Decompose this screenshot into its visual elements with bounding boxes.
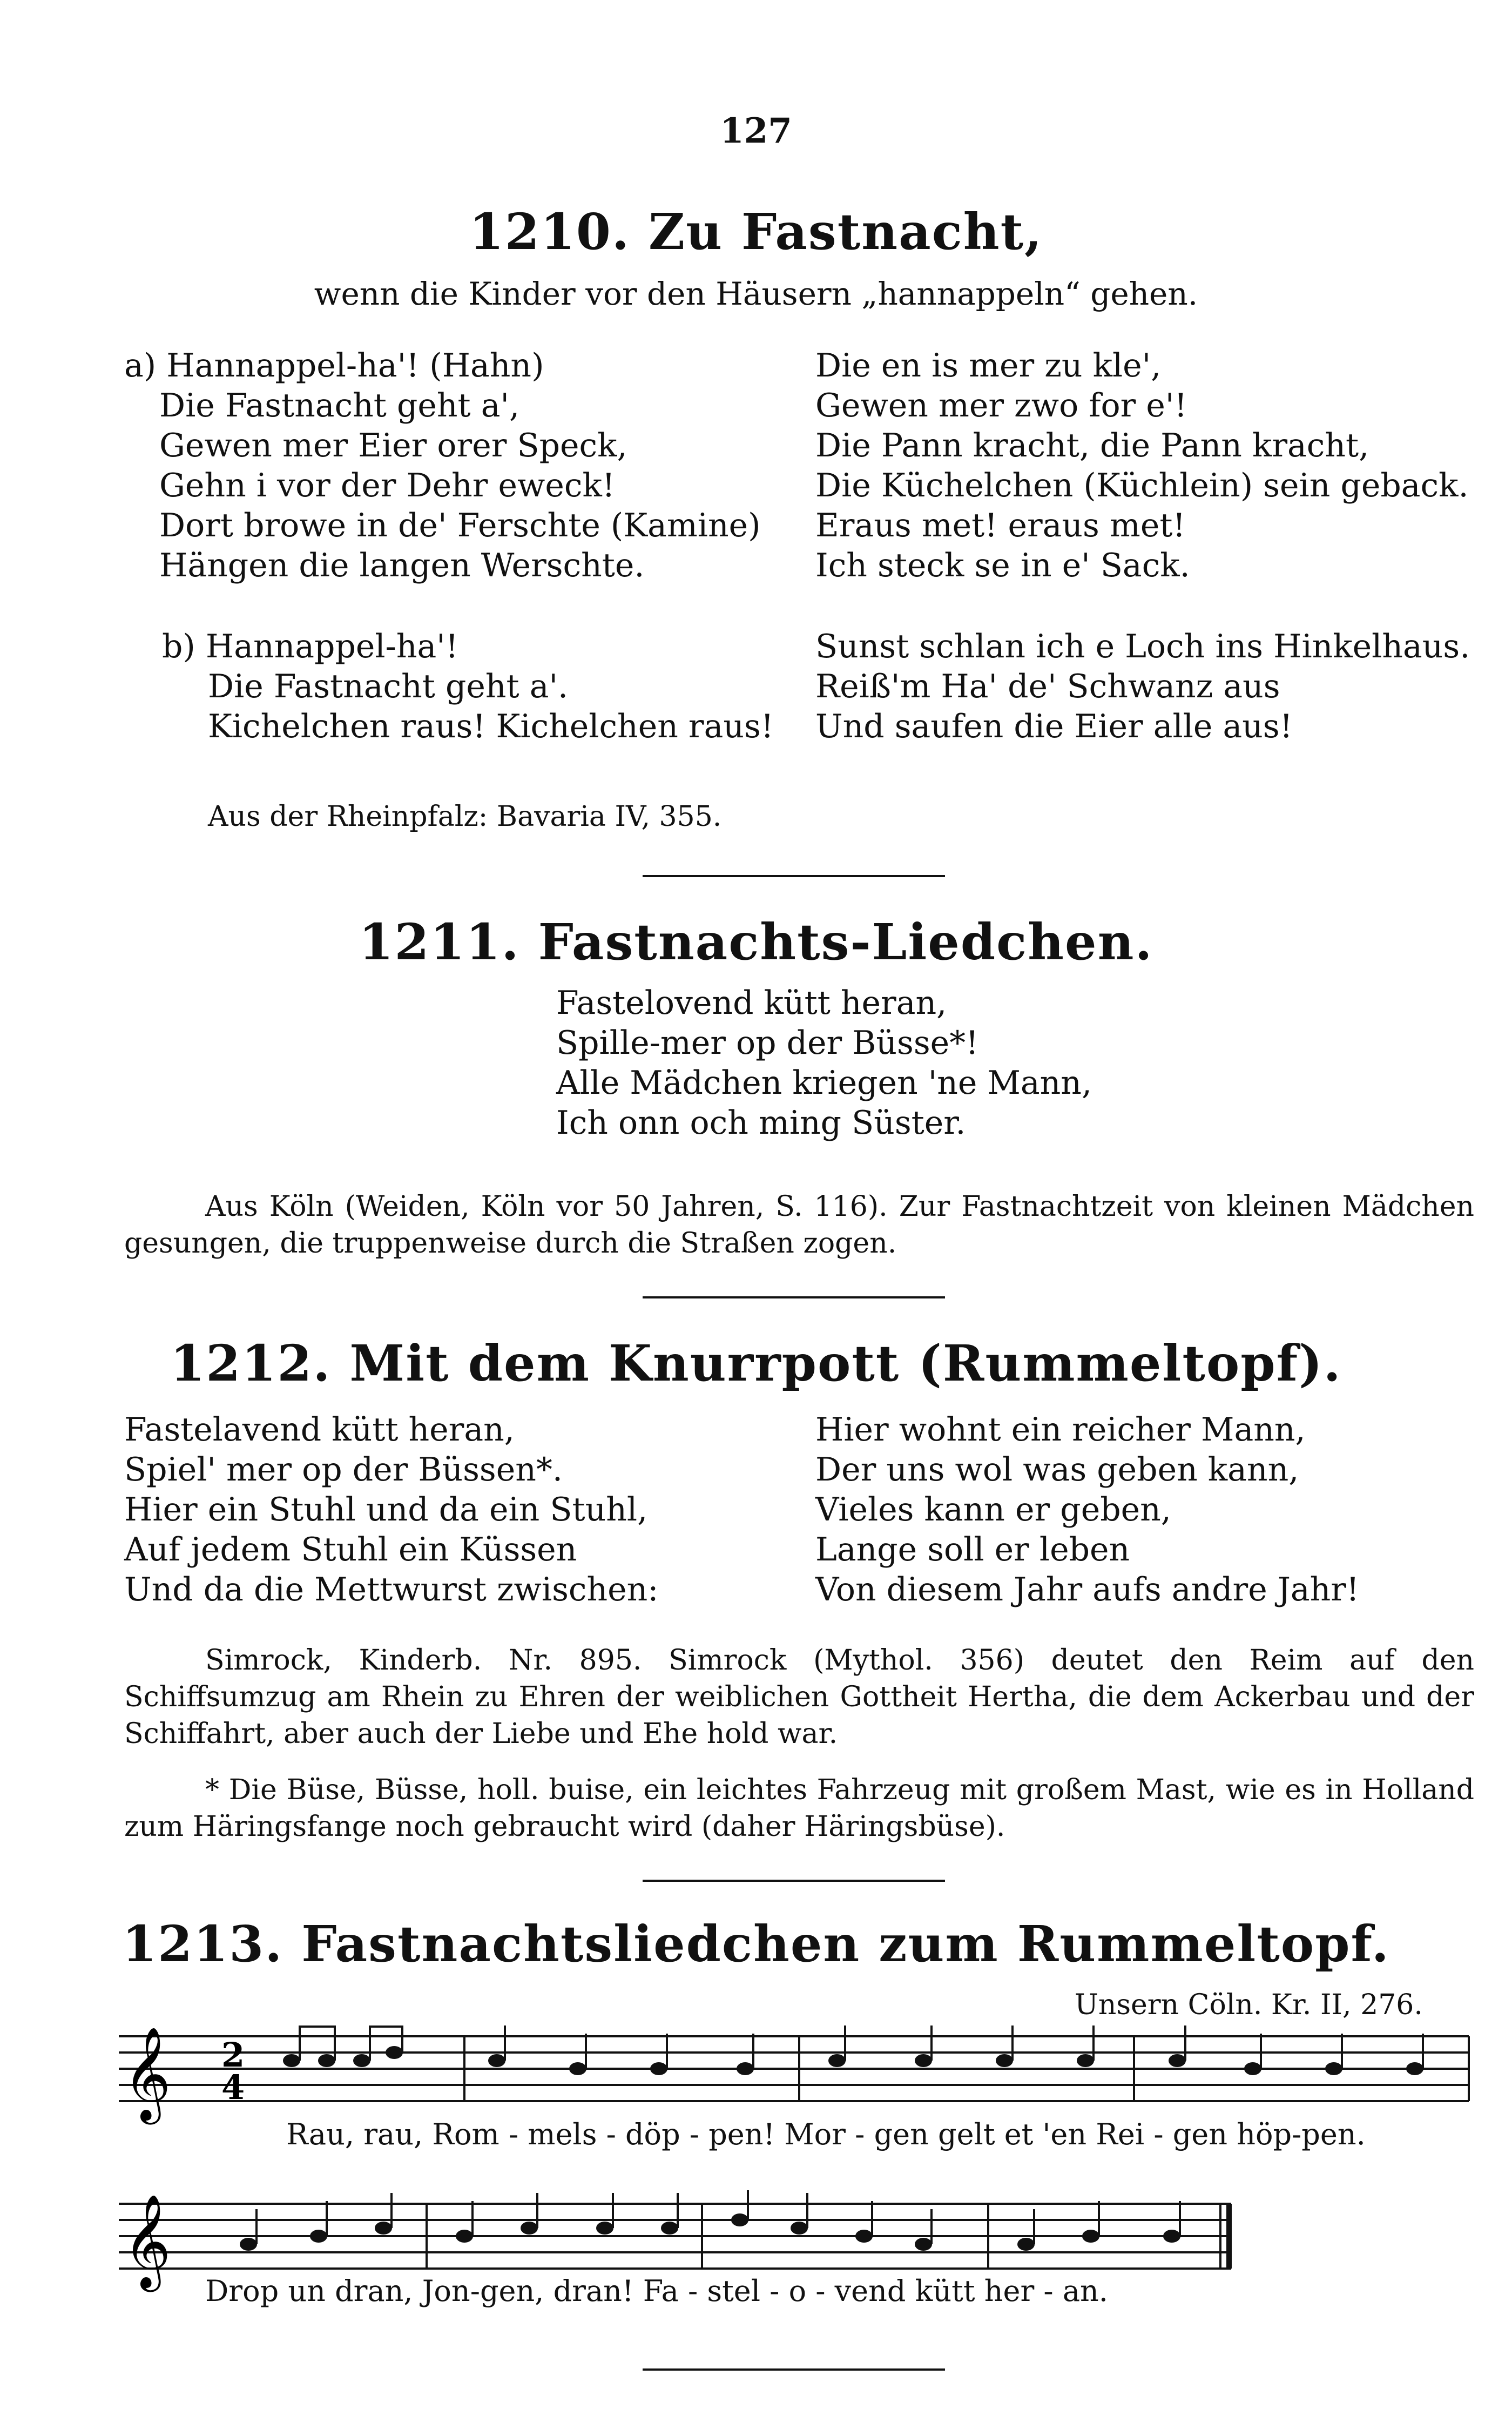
treble-clef-icon: 𝄞 (123, 2027, 171, 2121)
section-divider (643, 1880, 945, 1882)
verse-line: Ich onn och ming Süster. (556, 1104, 966, 1142)
song-1210-left-stanza-a (124, 346, 761, 586)
verse-line: Hier wohnt ein reicher Mann, (815, 1411, 1306, 1449)
verse-line: Fastelovend kütt heran, (556, 984, 947, 1022)
verse-line: Und da die Mettwurst zwischen: (124, 1571, 659, 1609)
verse-line: Dort browe in de' Ferschte (Kamine) (159, 507, 761, 544)
verse-line: Ich steck se in e' Sack. (815, 547, 1190, 584)
song-1212-right-stanza (815, 1410, 1359, 1610)
verse-line: Auf jedem Stuhl ein Küssen (124, 1531, 577, 1569)
song-1210-right-stanza-b (815, 627, 1470, 746)
verse-line: Eraus met! eraus met! (815, 507, 1186, 544)
song-1210-title: 1210. Zu Fastnacht, (469, 203, 1043, 261)
song-1213-title: 1213. Fastnachtsliedchen zum Rummeltopf. (122, 1915, 1390, 1973)
verse-line: Vieles kann er geben, (815, 1491, 1171, 1529)
verse-line: Die Küchelchen (Küchlein) sein geback. (815, 467, 1469, 504)
section-divider (643, 875, 945, 877)
verse-line: Fastelavend kütt heran, (124, 1411, 515, 1449)
lyrics-line-1: Rau, rau, Rom - mels - döp - pen! Mor - gen gelt et 'en Rei - gen höp-pen. (286, 2117, 1366, 2151)
verse-line: Lange soll er leben (815, 1531, 1130, 1569)
song-1211-stanza (556, 983, 1092, 1143)
verse-line: Gewen mer Eier orer Speck, (159, 427, 627, 465)
staff-lines (119, 2036, 1469, 2101)
song-1212-footnote: * Die Büse, Büsse, holl. buise, ein leichtes Fahrzeug mit großem Mast, wie es in Holland zum Häringsfange noch gebraucht wird (daher Häringsbüse). (124, 1774, 1474, 1843)
verse-line: Spille-mer op der Büsse*! (556, 1024, 979, 1062)
verse-line: Kichelchen raus! Kichelchen raus! (208, 708, 774, 745)
verse-line: Und saufen die Eier alle aus! (815, 708, 1293, 745)
verse-line: Alle Mädchen kriegen 'ne Mann, (556, 1064, 1092, 1102)
verse-line: Die Fastnacht geht a', (159, 387, 520, 425)
verse-line: Der uns wol was geben kann, (815, 1451, 1299, 1489)
song-1212-left-stanza (124, 1410, 659, 1610)
section-divider (643, 2368, 945, 2371)
verse-line: Gewen mer zwo for e'! (815, 387, 1187, 425)
verse-line: Hier ein Stuhl und da ein Stuhl, (124, 1491, 648, 1529)
page-number: 127 (720, 111, 792, 151)
song-1213-source: Unsern Cöln. Kr. II, 276. (1075, 1989, 1423, 2021)
verse-line: Spiel' mer op der Büssen*. (124, 1451, 563, 1489)
time-signature-bottom: 4 (221, 2068, 245, 2107)
staff-lines (119, 2204, 1231, 2269)
song-1211-title: 1211. Fastnachts-Liedchen. (359, 913, 1153, 971)
verse-line: b) Hannappel-ha'! (162, 628, 458, 665)
lyrics-line-2: Drop un dran, Jon-gen, dran! Fa - stel - o - vend kütt her - an. (205, 2274, 1108, 2308)
verse-line: Die en is mer zu kle', (815, 347, 1162, 385)
song-1210-source: Aus der Rheinpfalz: Bavaria IV, 355. (208, 800, 722, 833)
song-1212-title: 1212. Mit dem Knurrpott (Rummeltopf). (170, 1334, 1342, 1392)
song-1212-note: Simrock, Kinderb. Nr. 895. Simrock (Mythol. 356) deutet den Reim auf den Schiffsumzug am Rhein zu Ehren der weiblichen Gottheit Hertha, die dem Ackerbau und der Schiffahrt, aber auch der Liebe und Ehe hold war. (124, 1644, 1474, 1750)
verse-line: Sunst schlan ich e Loch ins Hinkelhaus. (815, 628, 1470, 665)
song-1211-note: Aus Köln (Weiden, Köln vor 50 Jahren, S. 116). Zur Fastnachtzeit von kleinen Mädchen gesungen, die truppenweise durch die Straßen zogen. (124, 1190, 1474, 1260)
song-1210-right-stanza-a (815, 346, 1469, 586)
section-divider (643, 1296, 945, 1298)
time-signature-top: 2 (221, 2035, 245, 2075)
song-1210-left-stanza-b (162, 627, 774, 746)
verse-line: Von diesem Jahr aufs andre Jahr! (815, 1571, 1360, 1609)
treble-clef-icon: 𝄞 (123, 2194, 171, 2288)
verse-line: Hängen die langen Werschte. (159, 547, 645, 584)
verse-line: a) Hannappel-ha'! (Hahn) (124, 347, 544, 385)
verse-line: Gehn i vor der Dehr eweck! (159, 467, 615, 504)
verse-line: Reiß'm Ha' de' Schwanz aus (815, 668, 1280, 705)
verse-line: Die Fastnacht geht a'. (208, 668, 569, 705)
song-1210-subtitle: wenn die Kinder vor den Häusern „hannappeln“ gehen. (314, 275, 1198, 312)
verse-line: Die Pann kracht, die Pann kracht, (815, 427, 1369, 465)
